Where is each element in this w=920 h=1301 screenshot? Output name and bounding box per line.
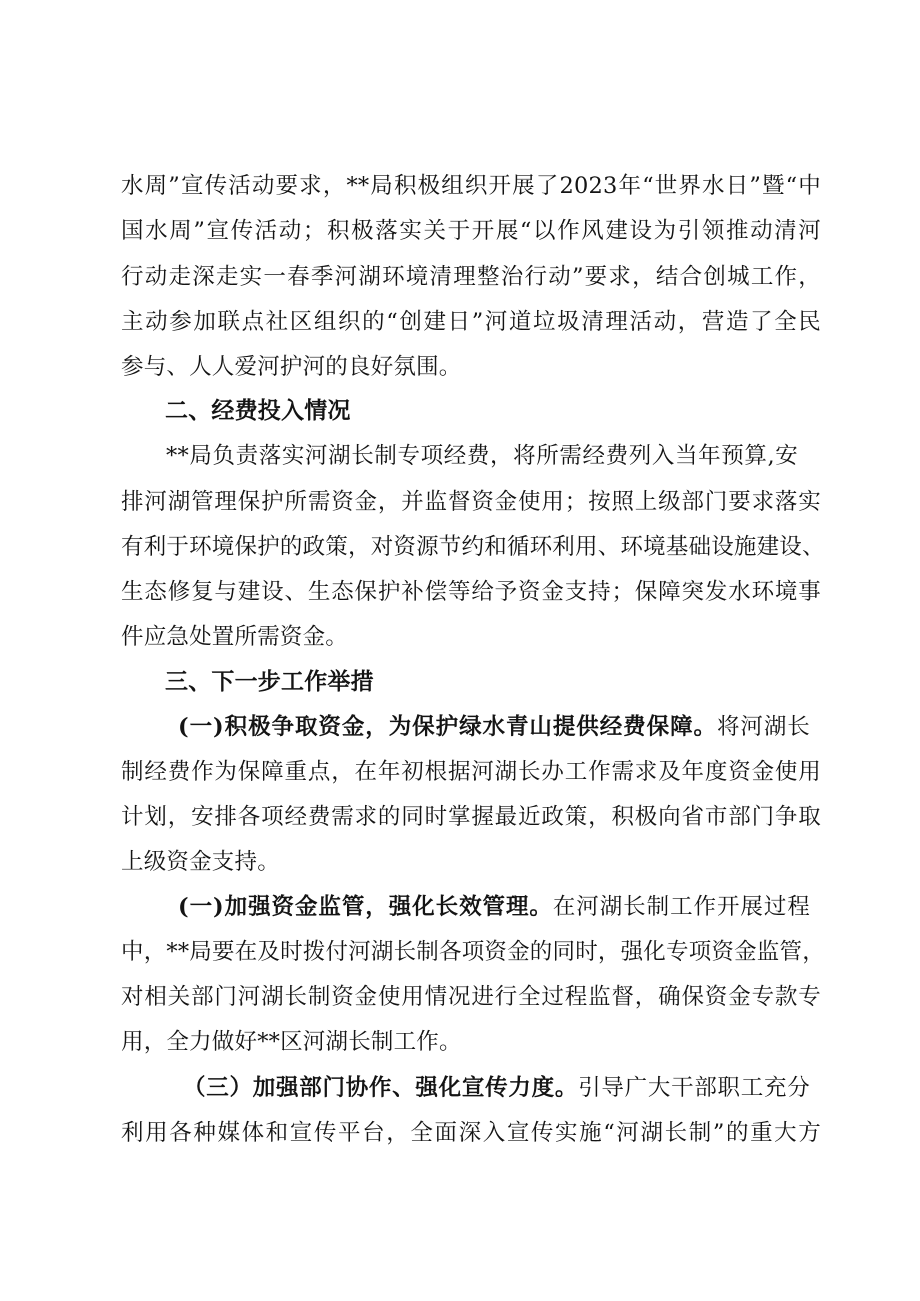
item-lead-text: (一)积极争取资金，为保护绿水青山提供经费保障。 — [178, 714, 717, 740]
item-body-text: 在河湖长制工作开展过程 — [552, 894, 810, 920]
body-text-line: 件应急处置所需资金。 — [121, 624, 349, 650]
body-text-line: 排河湖管理保护所需资金，并监督资金使用；按照上级部门要求落实 — [121, 489, 821, 515]
body-text-line: 生态修复与建设、生态保护补偿等给予资金支持；保障突发水环境事 — [121, 579, 821, 605]
body-text-line: 利用各种媒体和宣传平台，全面深入宣传实施“河湖长制”的重大方 — [121, 1120, 821, 1146]
body-text-line: 用，全力做好**区河湖长制工作。 — [121, 1029, 462, 1055]
item-lead-text: （三）加强部门协作、强化宣传力度。 — [183, 1075, 579, 1101]
body-text-line: 行动走深走实一春季河湖环境清理整治行动”要求，结合创城工作， — [121, 264, 821, 290]
body-text-line: 计划，安排各项经费需求的同时掌握最近政策，积极向省市部门争取 — [121, 804, 821, 830]
body-text-line: 参与、人人爱河护河的良好氛围。 — [121, 354, 462, 380]
item-lead-text: (一)加强资金监管，强化长效管理。 — [178, 894, 553, 920]
body-text-line: 上级资金支持。 — [121, 849, 280, 875]
body-text-line — [178, 707, 810, 747]
body-text-line — [178, 887, 810, 927]
section-heading: 二、经费投入情况 — [165, 397, 351, 424]
body-text-line: 中，**局要在及时拨付河湖长制各项资金的同时，强化专项资金监管， — [121, 939, 825, 965]
body-text-line: 有利于环境保护的政策，对资源节约和循环利用、环境基础设施建设、 — [121, 534, 825, 560]
body-text-line — [183, 1068, 810, 1108]
body-text-line: 对相关部门河湖长制资金使用情况进行全过程监督，确保资金专款专 — [121, 984, 821, 1010]
body-text-line: 制经费作为保障重点，在年初根据河湖长办工作需求及年度资金使用 — [121, 759, 821, 785]
body-text-line: 水周”宣传活动要求，**局积极组织开展了2023年“世界水日”暨“中 — [121, 173, 821, 199]
section-heading: 三、下一步工作举措 — [165, 668, 374, 695]
body-text-line: **局负责落实河湖长制专项经费，将所需经费列入当年预算,安 — [166, 443, 798, 469]
item-body-text: 将河湖长 — [716, 714, 811, 740]
body-text-line: 主动参加联点社区组织的“创建日”河道垃圾清理活动，营造了全民 — [121, 309, 821, 335]
body-text-line: 国水周”宣传活动；积极落实关于开展“以作风建设为引领推动清河 — [121, 218, 821, 244]
item-body-text: 引导广大干部职工充分 — [578, 1075, 810, 1101]
